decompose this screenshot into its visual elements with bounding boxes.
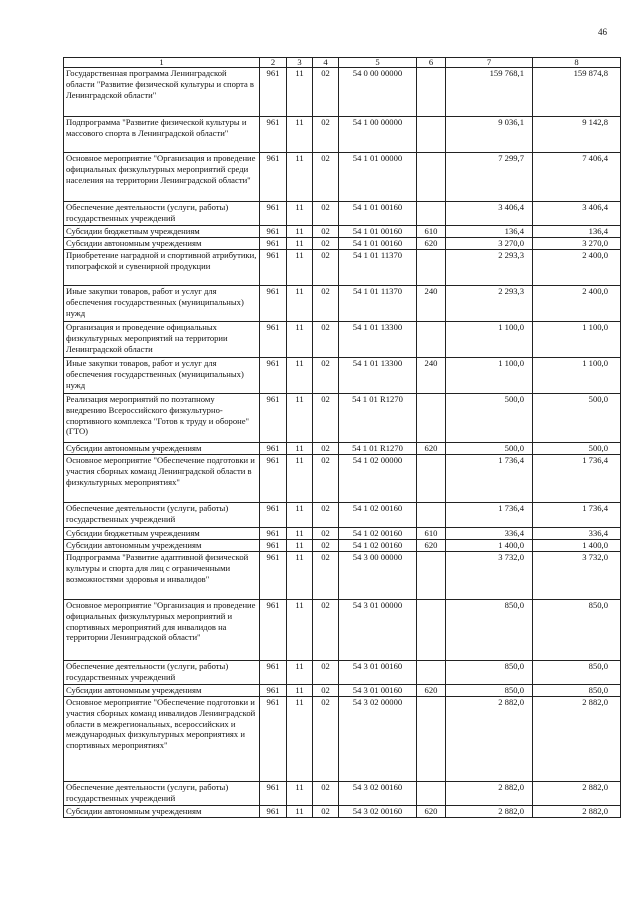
row-ministry-code-cell: 961 [260, 661, 287, 685]
row-ministry-code-cell: 961 [260, 503, 287, 528]
row-subsection-cell: 02 [313, 117, 339, 153]
row-subsection-cell: 02 [313, 394, 339, 443]
row-amount-year1-cell: 7 299,7 [446, 153, 533, 202]
row-target-article-cell: 54 1 01 00160 [339, 226, 417, 238]
row-target-article-cell: 54 3 01 00160 [339, 661, 417, 685]
row-name-cell: Иные закупки товаров, работ и услуг для обеспечения государственных (муниципальных) нужд [64, 286, 260, 322]
row-amount-year2-cell: 7 406,4 [533, 153, 621, 202]
table-row [64, 322, 621, 358]
row-expense-type-cell [417, 250, 446, 286]
row-ministry-code-cell: 961 [260, 358, 287, 394]
row-ministry-code-cell: 961 [260, 528, 287, 540]
row-name-cell: Реализация мероприятий по поэтапному внедрению Всероссийского физкультурно-спортивного комплекса "Готов к труду и обороне" (ГТО) [64, 394, 260, 443]
row-name-cell: Обеспечение деятельности (услуги, работы) государственных учреждений [64, 661, 260, 685]
row-expense-type-cell [417, 117, 446, 153]
row-subsection-cell: 02 [313, 226, 339, 238]
row-name-cell: Обеспечение деятельности (услуги, работы) государственных учреждений [64, 782, 260, 806]
row-amount-year1-cell: 336,4 [446, 528, 533, 540]
row-subsection-cell: 02 [313, 286, 339, 322]
row-ministry-code-cell: 961 [260, 68, 287, 117]
row-ministry-code-cell: 961 [260, 806, 287, 818]
column-header-7: 7 [446, 58, 533, 68]
table-row [64, 117, 621, 153]
row-amount-year1-cell: 2 293,3 [446, 250, 533, 286]
row-ministry-code-cell: 961 [260, 322, 287, 358]
row-target-article-cell: 54 1 02 00000 [339, 455, 417, 503]
table-row [64, 685, 621, 697]
row-section-cell: 11 [287, 394, 313, 443]
row-ministry-code-cell: 961 [260, 226, 287, 238]
row-section-cell: 11 [287, 503, 313, 528]
row-target-article-cell: 54 1 01 00160 [339, 238, 417, 250]
row-amount-year2-cell: 136,4 [533, 226, 621, 238]
row-section-cell: 11 [287, 455, 313, 503]
row-ministry-code-cell: 961 [260, 443, 287, 455]
row-expense-type-cell: 620 [417, 238, 446, 250]
row-subsection-cell: 02 [313, 685, 339, 697]
row-target-article-cell: 54 1 01 13300 [339, 358, 417, 394]
table-row [64, 455, 621, 503]
row-name-cell: Субсидии автономным учреждениям [64, 540, 260, 552]
row-expense-type-cell [417, 661, 446, 685]
row-section-cell: 11 [287, 286, 313, 322]
row-amount-year2-cell: 850,0 [533, 685, 621, 697]
row-section-cell: 11 [287, 528, 313, 540]
row-ministry-code-cell: 961 [260, 117, 287, 153]
row-ministry-code-cell: 961 [260, 540, 287, 552]
table-row [64, 552, 621, 600]
row-expense-type-cell: 610 [417, 528, 446, 540]
row-amount-year1-cell: 1 100,0 [446, 322, 533, 358]
row-section-cell: 11 [287, 117, 313, 153]
row-amount-year2-cell: 500,0 [533, 394, 621, 443]
row-target-article-cell: 54 1 01 00000 [339, 153, 417, 202]
row-target-article-cell: 54 0 00 00000 [339, 68, 417, 117]
row-amount-year2-cell: 2 882,0 [533, 782, 621, 806]
table-row [64, 238, 621, 250]
row-name-cell: Субсидии бюджетным учреждениям [64, 528, 260, 540]
row-amount-year2-cell: 1 100,0 [533, 358, 621, 394]
row-subsection-cell: 02 [313, 540, 339, 552]
row-target-article-cell: 54 1 02 00160 [339, 528, 417, 540]
row-amount-year1-cell: 500,0 [446, 443, 533, 455]
row-section-cell: 11 [287, 226, 313, 238]
row-subsection-cell: 02 [313, 455, 339, 503]
row-expense-type-cell [417, 455, 446, 503]
row-section-cell: 11 [287, 153, 313, 202]
row-subsection-cell: 02 [313, 250, 339, 286]
row-amount-year2-cell: 9 142,8 [533, 117, 621, 153]
row-section-cell: 11 [287, 806, 313, 818]
row-amount-year1-cell: 2 882,0 [446, 697, 533, 782]
row-ministry-code-cell: 961 [260, 250, 287, 286]
column-header-5: 5 [339, 58, 417, 68]
row-name-cell: Основное мероприятие "Организация и проведение официальных физкультурных мероприятий среди населения на территории Ленинградской области" [64, 153, 260, 202]
row-name-cell: Государственная программа Ленинградской области "Развитие физической культуры и спорта в Ленинградской области" [64, 68, 260, 117]
row-target-article-cell: 54 1 01 R1270 [339, 394, 417, 443]
row-name-cell: Субсидии автономным учреждениям [64, 685, 260, 697]
row-subsection-cell: 02 [313, 358, 339, 394]
row-expense-type-cell [417, 503, 446, 528]
column-header-1: 1 [64, 58, 260, 68]
row-name-cell: Основное мероприятие "Обеспечение подготовки и участия сборных команд Ленинградской области в физкультурных мероприятиях" [64, 455, 260, 503]
column-header-2: 2 [260, 58, 287, 68]
row-name-cell: Приобретение наградной и спортивной атрибутики, типографской и сувенирной продукции [64, 250, 260, 286]
table-body [64, 68, 621, 818]
row-subsection-cell: 02 [313, 782, 339, 806]
row-name-cell: Обеспечение деятельности (услуги, работы) государственных учреждений [64, 503, 260, 528]
table-row [64, 806, 621, 818]
row-section-cell: 11 [287, 202, 313, 226]
table-row [64, 153, 621, 202]
row-section-cell: 11 [287, 552, 313, 600]
row-amount-year1-cell: 3 732,0 [446, 552, 533, 600]
row-amount-year2-cell: 500,0 [533, 443, 621, 455]
row-amount-year2-cell: 2 400,0 [533, 286, 621, 322]
row-name-cell: Субсидии автономным учреждениям [64, 443, 260, 455]
row-subsection-cell: 02 [313, 503, 339, 528]
row-target-article-cell: 54 3 00 00000 [339, 552, 417, 600]
row-section-cell: 11 [287, 782, 313, 806]
row-expense-type-cell: 620 [417, 443, 446, 455]
row-name-cell: Субсидии бюджетным учреждениям [64, 226, 260, 238]
row-ministry-code-cell: 961 [260, 685, 287, 697]
table-row [64, 528, 621, 540]
row-amount-year1-cell: 1 736,4 [446, 455, 533, 503]
row-amount-year2-cell: 1 736,4 [533, 503, 621, 528]
row-expense-type-cell: 620 [417, 540, 446, 552]
row-target-article-cell: 54 3 01 00000 [339, 600, 417, 661]
row-target-article-cell: 54 1 02 00160 [339, 540, 417, 552]
table-row [64, 250, 621, 286]
row-amount-year2-cell: 3 732,0 [533, 552, 621, 600]
budget-table [63, 57, 621, 818]
row-name-cell: Основное мероприятие "Обеспечение подготовки и участия сборных команд инвалидов Ленинградской области в межрегиональных, всероссийских и международных физкультурных мероприятиях и спортивных мероприятиях" [64, 697, 260, 782]
row-amount-year1-cell: 850,0 [446, 661, 533, 685]
row-name-cell: Иные закупки товаров, работ и услуг для обеспечения государственных (муниципальных) нужд [64, 358, 260, 394]
table-row [64, 661, 621, 685]
row-amount-year1-cell: 3 406,4 [446, 202, 533, 226]
row-section-cell: 11 [287, 600, 313, 661]
page-number: 46 [598, 27, 607, 37]
table-row [64, 503, 621, 528]
table-row [64, 286, 621, 322]
row-target-article-cell: 54 1 01 00160 [339, 202, 417, 226]
row-amount-year2-cell: 2 882,0 [533, 697, 621, 782]
row-amount-year2-cell: 1 736,4 [533, 455, 621, 503]
row-amount-year1-cell: 9 036,1 [446, 117, 533, 153]
row-ministry-code-cell: 961 [260, 238, 287, 250]
row-subsection-cell: 02 [313, 661, 339, 685]
row-subsection-cell: 02 [313, 322, 339, 358]
row-amount-year2-cell: 1 400,0 [533, 540, 621, 552]
row-section-cell: 11 [287, 443, 313, 455]
row-target-article-cell: 54 3 02 00160 [339, 782, 417, 806]
row-amount-year2-cell: 850,0 [533, 661, 621, 685]
row-section-cell: 11 [287, 322, 313, 358]
row-expense-type-cell [417, 322, 446, 358]
row-amount-year2-cell: 2 400,0 [533, 250, 621, 286]
row-expense-type-cell: 610 [417, 226, 446, 238]
row-amount-year1-cell: 2 882,0 [446, 782, 533, 806]
row-expense-type-cell: 620 [417, 685, 446, 697]
row-expense-type-cell [417, 697, 446, 782]
row-amount-year1-cell: 159 768,1 [446, 68, 533, 117]
row-ministry-code-cell: 961 [260, 286, 287, 322]
row-target-article-cell: 54 1 01 13300 [339, 322, 417, 358]
row-section-cell: 11 [287, 685, 313, 697]
row-section-cell: 11 [287, 358, 313, 394]
row-ministry-code-cell: 961 [260, 394, 287, 443]
row-subsection-cell: 02 [313, 697, 339, 782]
row-section-cell: 11 [287, 68, 313, 117]
row-name-cell: Подпрограмма "Развитие физической культуры и массового спорта в Ленинградской области" [64, 117, 260, 153]
row-ministry-code-cell: 961 [260, 552, 287, 600]
row-amount-year1-cell: 1 400,0 [446, 540, 533, 552]
table-row [64, 540, 621, 552]
row-name-cell: Обеспечение деятельности (услуги, работы) государственных учреждений [64, 202, 260, 226]
row-ministry-code-cell: 961 [260, 600, 287, 661]
row-expense-type-cell [417, 552, 446, 600]
row-subsection-cell: 02 [313, 600, 339, 661]
row-amount-year1-cell: 2 882,0 [446, 806, 533, 818]
row-name-cell: Основное мероприятие "Организация и проведение официальных физкультурных мероприятий и спортивных мероприятий для инвалидов на территории Ленинградской области" [64, 600, 260, 661]
row-amount-year2-cell: 1 100,0 [533, 322, 621, 358]
row-amount-year2-cell: 159 874,8 [533, 68, 621, 117]
table-row [64, 202, 621, 226]
table-row [64, 394, 621, 443]
row-expense-type-cell: 620 [417, 806, 446, 818]
row-amount-year1-cell: 1 736,4 [446, 503, 533, 528]
row-amount-year2-cell: 3 406,4 [533, 202, 621, 226]
row-ministry-code-cell: 961 [260, 455, 287, 503]
row-amount-year1-cell: 500,0 [446, 394, 533, 443]
row-name-cell: Субсидии автономным учреждениям [64, 806, 260, 818]
row-amount-year1-cell: 2 293,3 [446, 286, 533, 322]
row-expense-type-cell [417, 782, 446, 806]
row-target-article-cell: 54 1 01 11370 [339, 250, 417, 286]
column-header-4: 4 [313, 58, 339, 68]
table-row [64, 443, 621, 455]
column-header-8: 8 [533, 58, 621, 68]
table-row [64, 697, 621, 782]
row-subsection-cell: 02 [313, 202, 339, 226]
row-amount-year2-cell: 3 270,0 [533, 238, 621, 250]
row-amount-year1-cell: 850,0 [446, 685, 533, 697]
row-subsection-cell: 02 [313, 528, 339, 540]
row-subsection-cell: 02 [313, 238, 339, 250]
row-expense-type-cell [417, 394, 446, 443]
row-amount-year1-cell: 136,4 [446, 226, 533, 238]
table-row [64, 600, 621, 661]
row-expense-type-cell [417, 68, 446, 117]
row-target-article-cell: 54 3 02 00160 [339, 806, 417, 818]
row-section-cell: 11 [287, 697, 313, 782]
row-section-cell: 11 [287, 540, 313, 552]
table-row [64, 358, 621, 394]
row-section-cell: 11 [287, 661, 313, 685]
row-expense-type-cell [417, 202, 446, 226]
row-name-cell: Организация и проведение официальных физкультурных мероприятий на территории Ленинградской области [64, 322, 260, 358]
row-subsection-cell: 02 [313, 552, 339, 600]
row-target-article-cell: 54 1 01 R1270 [339, 443, 417, 455]
row-target-article-cell: 54 1 00 00000 [339, 117, 417, 153]
row-ministry-code-cell: 961 [260, 697, 287, 782]
row-section-cell: 11 [287, 238, 313, 250]
row-target-article-cell: 54 3 02 00000 [339, 697, 417, 782]
table-row [64, 782, 621, 806]
row-ministry-code-cell: 961 [260, 202, 287, 226]
column-header-6: 6 [417, 58, 446, 68]
row-amount-year1-cell: 3 270,0 [446, 238, 533, 250]
header-row [64, 58, 621, 68]
row-expense-type-cell [417, 600, 446, 661]
row-target-article-cell: 54 3 01 00160 [339, 685, 417, 697]
row-amount-year1-cell: 1 100,0 [446, 358, 533, 394]
row-target-article-cell: 54 1 01 11370 [339, 286, 417, 322]
row-subsection-cell: 02 [313, 68, 339, 117]
row-subsection-cell: 02 [313, 443, 339, 455]
column-header-3: 3 [287, 58, 313, 68]
row-subsection-cell: 02 [313, 153, 339, 202]
row-target-article-cell: 54 1 02 00160 [339, 503, 417, 528]
row-name-cell: Подпрограмма "Развитие адаптивной физической культуры и спорта для лиц с ограниченными возможностями здоровья и инвалидов" [64, 552, 260, 600]
row-expense-type-cell: 240 [417, 286, 446, 322]
row-amount-year2-cell: 850,0 [533, 600, 621, 661]
table-row [64, 68, 621, 117]
row-subsection-cell: 02 [313, 806, 339, 818]
row-amount-year2-cell: 2 882,0 [533, 806, 621, 818]
row-section-cell: 11 [287, 250, 313, 286]
row-expense-type-cell: 240 [417, 358, 446, 394]
row-name-cell: Субсидии автономным учреждениям [64, 238, 260, 250]
row-amount-year1-cell: 850,0 [446, 600, 533, 661]
row-expense-type-cell [417, 153, 446, 202]
row-amount-year2-cell: 336,4 [533, 528, 621, 540]
row-ministry-code-cell: 961 [260, 782, 287, 806]
table-row [64, 226, 621, 238]
row-ministry-code-cell: 961 [260, 153, 287, 202]
